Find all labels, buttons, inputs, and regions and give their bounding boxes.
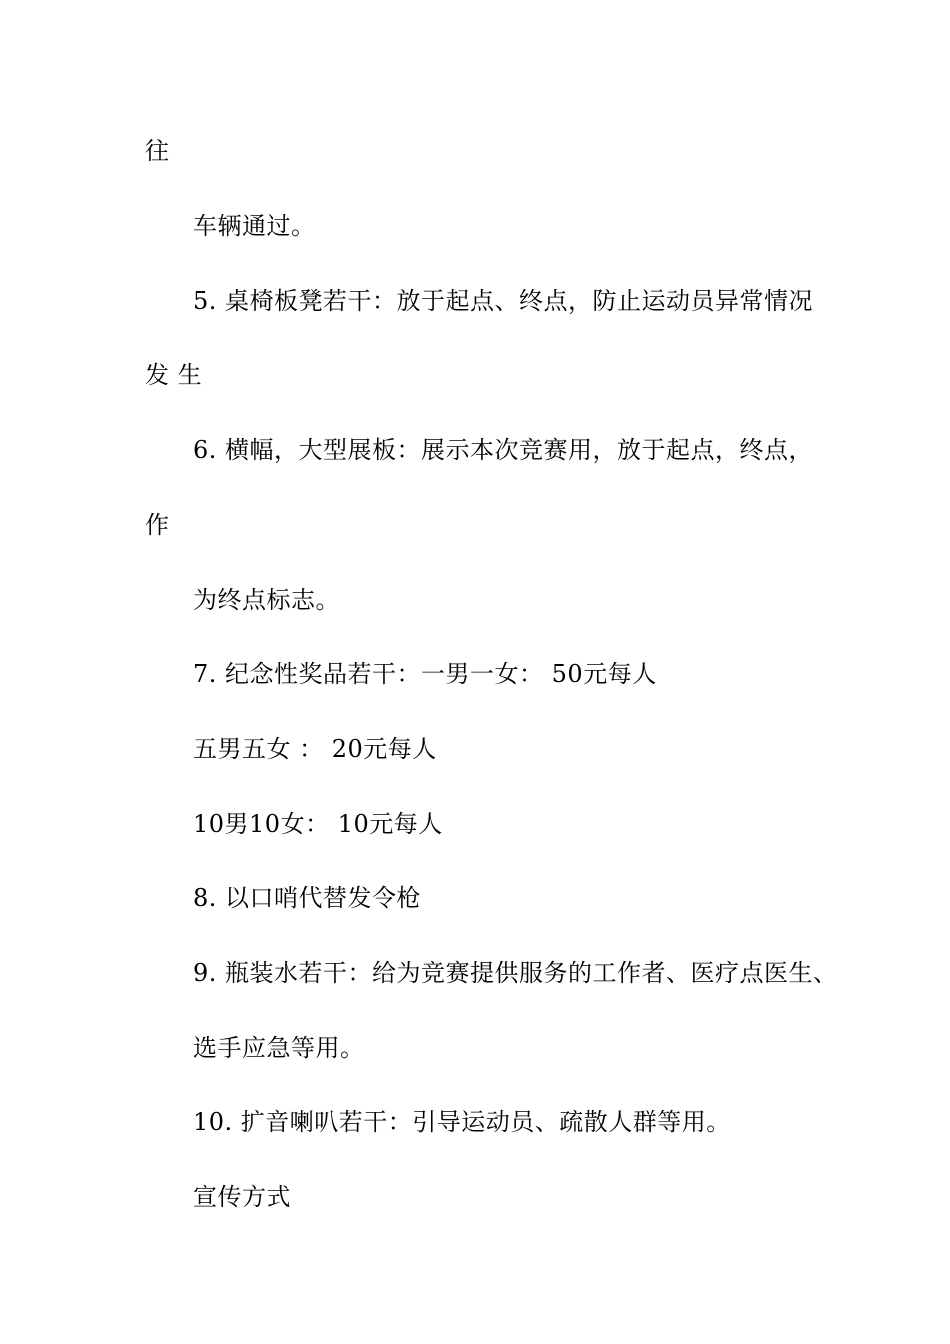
section-heading: 宣传方式 [193,1183,291,1211]
list-item-9: 9. 瓶装水若干：给为竞赛提供服务的工作者、医疗点医生、 [193,959,838,987]
list-item-10: 10. 扩音喇叭若干：引导运动员、疏散人群等用。 [193,1108,731,1136]
text-line: 作 [145,511,170,539]
list-item-5: 5. 桌椅板凳若干：放于起点、终点，防止运动员异常情况 [193,287,814,315]
text-line: 为终点标志。 [193,586,340,614]
list-item-7: 7. 纪念性奖品若干：一男一女： 50元每人 [193,660,657,688]
text-line: 车辆通过。 [193,212,316,240]
text-line: 选手应急等用。 [193,1034,365,1062]
text-line: 往 [145,137,170,165]
list-item-8: 8. 以口哨代替发令枪 [193,884,422,912]
text-line: 五男五女 ： 20元每人 [193,735,437,763]
text-line: 发 生 [145,361,203,389]
text-line: 10男10女： 10元每人 [193,810,443,838]
list-item-6: 6. 横幅，大型展板：展示本次竞赛用，放于起点，终点， [193,436,814,464]
